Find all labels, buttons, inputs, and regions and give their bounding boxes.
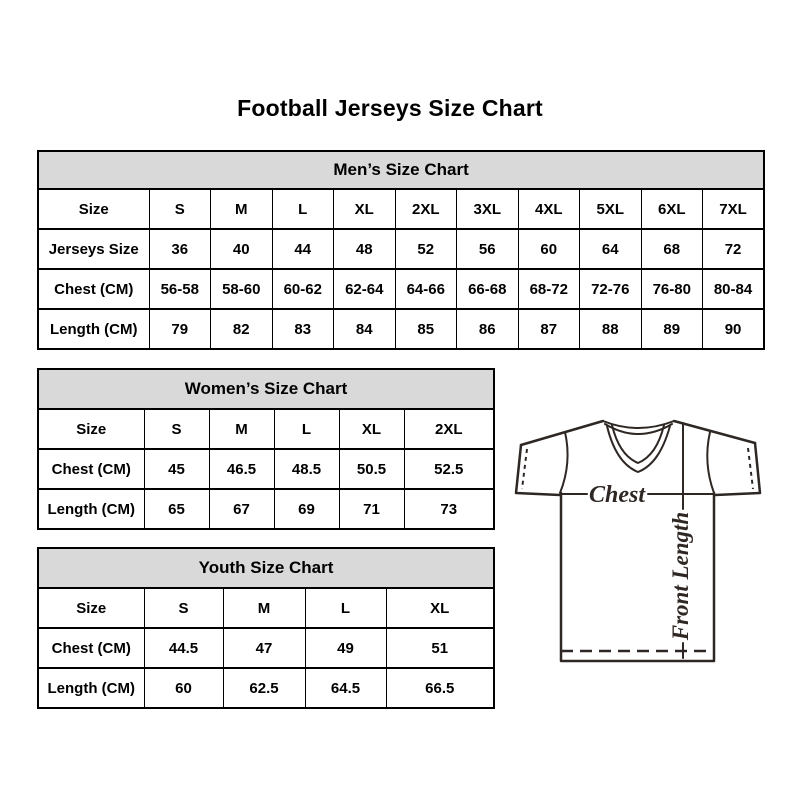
size-value-cell: 73 <box>404 489 494 529</box>
table-row <box>38 489 494 529</box>
size-value-cell: 72-76 <box>580 269 642 309</box>
size-value-cell: 48 <box>334 229 396 269</box>
jersey-left-cuff-dash <box>522 449 527 489</box>
jersey-right-shoulder <box>674 421 755 443</box>
jersey-left-sleeve <box>516 445 560 495</box>
size-value-cell: 71 <box>339 489 404 529</box>
jersey-left-seam <box>560 432 568 493</box>
size-value-cell: 80-84 <box>703 269 765 309</box>
size-value-cell: 7XL <box>703 189 765 229</box>
size-value-cell: 36 <box>149 229 211 269</box>
youth-size-table <box>37 547 495 709</box>
size-value-cell: M <box>223 588 305 628</box>
row-label-cell: Chest (CM) <box>38 628 144 668</box>
size-value-cell: 5XL <box>580 189 642 229</box>
size-value-cell: 50.5 <box>339 449 404 489</box>
size-value-cell: 66-68 <box>457 269 519 309</box>
size-value-cell: 2XL <box>404 409 494 449</box>
size-value-cell: 88 <box>580 309 642 349</box>
row-label-cell: Size <box>38 409 144 449</box>
row-label-cell: Chest (CM) <box>38 449 144 489</box>
size-value-cell: 85 <box>395 309 457 349</box>
size-value-cell: XL <box>339 409 404 449</box>
size-value-cell: 69 <box>274 489 339 529</box>
table-row <box>38 229 764 269</box>
size-value-cell: 79 <box>149 309 211 349</box>
row-label-cell: Length (CM) <box>38 489 144 529</box>
size-value-cell: 48.5 <box>274 449 339 489</box>
size-value-cell: L <box>305 588 386 628</box>
size-value-cell: 64.5 <box>305 668 386 708</box>
size-value-cell: 84 <box>334 309 396 349</box>
size-value-cell: 49 <box>305 628 386 668</box>
jersey-chest-label: Chest <box>588 482 646 508</box>
size-value-cell: 68-72 <box>518 269 580 309</box>
table-row <box>38 269 764 309</box>
womens-table-title: Women’s Size Chart <box>38 369 494 409</box>
jersey-right-sleeve <box>715 443 760 495</box>
size-value-cell: 6XL <box>641 189 703 229</box>
size-value-cell: 40 <box>211 229 273 269</box>
size-value-cell: S <box>144 588 223 628</box>
size-value-cell: 60 <box>144 668 223 708</box>
jersey-right-cuff-dash <box>748 448 753 489</box>
size-value-cell: L <box>272 189 334 229</box>
size-value-cell: 52.5 <box>404 449 494 489</box>
jersey-measurement-diagram <box>503 413 773 669</box>
table-row <box>38 628 494 668</box>
row-label-cell: Chest (CM) <box>38 269 149 309</box>
size-value-cell: M <box>211 189 273 229</box>
size-value-cell: 90 <box>703 309 765 349</box>
jersey-right-seam <box>707 432 714 493</box>
size-value-cell: 2XL <box>395 189 457 229</box>
size-value-cell: 60 <box>518 229 580 269</box>
size-value-cell: 64 <box>580 229 642 269</box>
row-label-cell: Jerseys Size <box>38 229 149 269</box>
size-value-cell: 3XL <box>457 189 519 229</box>
size-value-cell: 89 <box>641 309 703 349</box>
size-value-cell: 76-80 <box>641 269 703 309</box>
row-label-cell: Size <box>38 189 149 229</box>
size-value-cell: 72 <box>703 229 765 269</box>
mens-size-table <box>37 150 765 350</box>
table-row <box>38 309 764 349</box>
size-value-cell: 62.5 <box>223 668 305 708</box>
womens-size-table <box>37 368 495 530</box>
size-value-cell: 56 <box>457 229 519 269</box>
table-row <box>38 189 764 229</box>
size-value-cell: 58-60 <box>211 269 273 309</box>
size-value-cell: XL <box>334 189 396 229</box>
table-row <box>38 588 494 628</box>
jersey-front-length-label: Front Length <box>668 511 693 641</box>
jersey-left-shoulder <box>521 421 603 445</box>
size-value-cell: 68 <box>641 229 703 269</box>
size-value-cell: 56-58 <box>149 269 211 309</box>
size-value-cell: 60-62 <box>272 269 334 309</box>
size-value-cell: 66.5 <box>386 668 494 708</box>
mens-table-title: Men’s Size Chart <box>38 151 764 189</box>
size-value-cell: XL <box>386 588 494 628</box>
page-title: Football Jerseys Size Chart <box>237 95 543 121</box>
size-value-cell: 64-66 <box>395 269 457 309</box>
jersey-illustration <box>503 413 773 669</box>
size-value-cell: S <box>144 409 209 449</box>
table-row <box>38 409 494 449</box>
row-label-cell: Length (CM) <box>38 309 149 349</box>
size-value-cell: 46.5 <box>209 449 274 489</box>
size-value-cell: 67 <box>209 489 274 529</box>
row-label-cell: Size <box>38 588 144 628</box>
size-value-cell: L <box>274 409 339 449</box>
size-value-cell: 44 <box>272 229 334 269</box>
size-value-cell: 83 <box>272 309 334 349</box>
youth-table-title: Youth Size Chart <box>38 548 494 588</box>
row-label-cell: Length (CM) <box>38 668 144 708</box>
size-value-cell: 44.5 <box>144 628 223 668</box>
table-row <box>38 449 494 489</box>
size-value-cell: 52 <box>395 229 457 269</box>
size-value-cell: 65 <box>144 489 209 529</box>
size-value-cell: 87 <box>518 309 580 349</box>
size-value-cell: 45 <box>144 449 209 489</box>
table-row <box>38 668 494 708</box>
size-value-cell: 86 <box>457 309 519 349</box>
jersey-collar-v-outer <box>607 426 670 472</box>
size-value-cell: 62-64 <box>334 269 396 309</box>
size-value-cell: 4XL <box>518 189 580 229</box>
size-value-cell: S <box>149 189 211 229</box>
size-value-cell: 51 <box>386 628 494 668</box>
size-value-cell: 47 <box>223 628 305 668</box>
size-value-cell: M <box>209 409 274 449</box>
size-value-cell: 82 <box>211 309 273 349</box>
